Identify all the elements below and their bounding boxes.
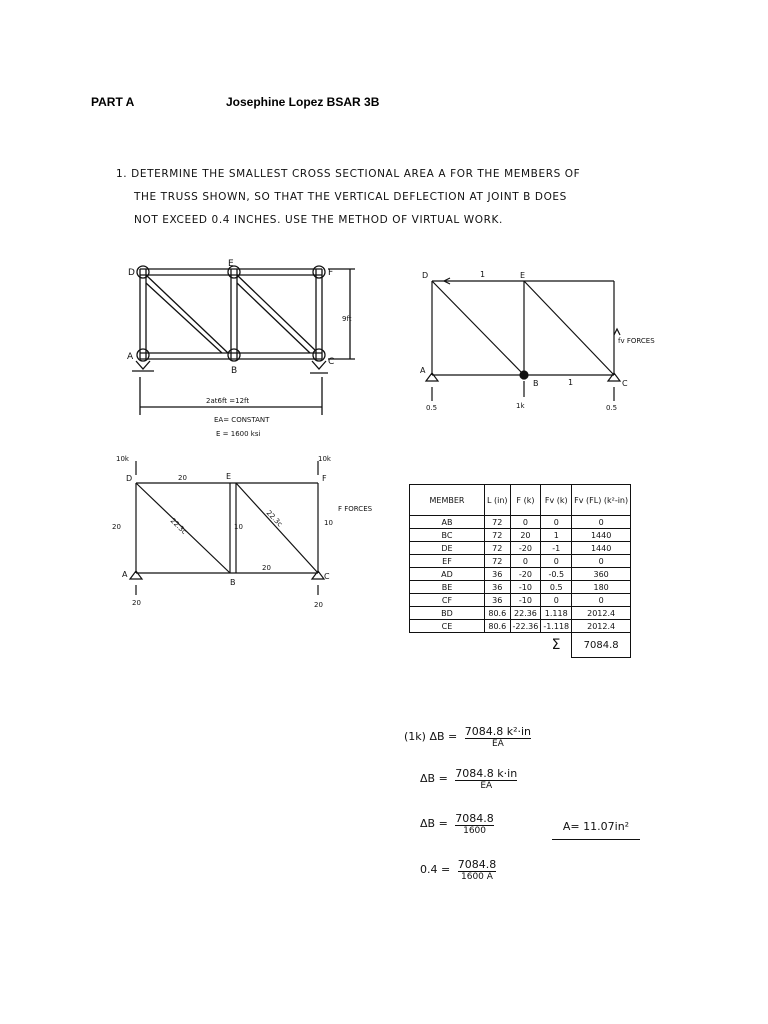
calc-line-1 (404, 725, 531, 749)
table-cell: -0.5 (541, 568, 572, 581)
diagram-title: F FORCES (338, 505, 373, 513)
table-cell: 72 (485, 516, 511, 529)
calc-line-4 (420, 858, 496, 882)
node-label: A (420, 366, 426, 375)
span-dimension: 2at6ft =12ft (206, 397, 250, 405)
sum-symbol: Σ (551, 637, 561, 654)
virtual-force-diagram (418, 265, 678, 425)
table-cell: 0 (572, 516, 631, 529)
calc-line-2 (420, 767, 517, 791)
table-cell: 72 (485, 542, 511, 555)
table-cell: 36 (485, 594, 511, 607)
table-cell: 2012.4 (572, 607, 631, 620)
calc-lhs: (1k) ΔB = (404, 730, 458, 743)
table-cell: -20 (510, 542, 541, 555)
member-force-label: 22.3c (264, 508, 284, 529)
table-cell: 0.5 (541, 581, 572, 594)
node-label: D (422, 271, 429, 280)
calc-numerator: 7084.8 k·in (455, 767, 518, 780)
table-cell: 72 (485, 555, 511, 568)
calc-denominator: 1600 A (461, 872, 493, 882)
table-header: L (in) (485, 485, 511, 516)
member-force-label: 1 (480, 270, 486, 279)
reaction-label: 0.5 (606, 404, 618, 412)
part-label: PART A (91, 95, 135, 109)
calc-denominator: EA (491, 739, 504, 749)
node-label: E (520, 271, 526, 280)
node-label: E (228, 259, 234, 269)
table-cell: 0 (510, 555, 541, 568)
height-dimension: 9ft (342, 315, 352, 323)
member-force-label: 22.3c (168, 516, 189, 536)
table-row (410, 607, 631, 620)
table-cell: 22.36 (510, 607, 541, 620)
calc-lhs: 0.4 = (420, 863, 451, 876)
table-header: F (k) (510, 485, 541, 516)
reaction-label: 0.5 (426, 404, 438, 412)
member-force-label: 20 (112, 523, 121, 531)
table-cell: -1.118 (541, 620, 572, 633)
table-cell: 0 (541, 594, 572, 607)
final-answer: A= 11.07in² (552, 820, 640, 840)
node-label: B (230, 578, 236, 587)
table-cell: BC (410, 529, 485, 542)
table-cell: 0 (510, 516, 541, 529)
modulus-note: E = 1600 ksi (216, 430, 261, 438)
problem-line: NOT EXCEED 0.4 INCHES. USE THE METHOD OF VIRTUAL WORK. (134, 214, 503, 226)
calc-numerator: 7084.8 (457, 858, 497, 871)
table-cell: DE (410, 542, 485, 555)
node-label: D (128, 268, 135, 278)
table-header-row (410, 485, 631, 516)
table-cell: AB (410, 516, 485, 529)
calc-denominator: 1600 (463, 826, 486, 836)
member-force-label: 10 (234, 523, 243, 531)
author-name: Josephine Lopez BSAR 3B (226, 95, 380, 109)
table-cell: -20 (510, 568, 541, 581)
problem-statement (116, 163, 716, 232)
table-cell: BD (410, 607, 485, 620)
table-header: Fv (k) (541, 485, 572, 516)
table-cell: 80.6 (485, 620, 511, 633)
table-row (410, 620, 631, 633)
load-label: 10k (116, 455, 129, 463)
node-label: F (328, 268, 334, 278)
table-cell: -10 (510, 594, 541, 607)
table-cell: 0 (572, 555, 631, 568)
table-row (410, 581, 631, 594)
truss-geometry-diagram (110, 255, 380, 445)
table-cell: 0 (541, 555, 572, 568)
table-cell: -10 (510, 581, 541, 594)
member-force-label: 20 (178, 474, 187, 482)
node-label: A (127, 352, 134, 362)
member-force-table (409, 484, 631, 658)
diagram-title: fv FORCES (618, 337, 655, 345)
table-cell: 180 (572, 581, 631, 594)
table-cell: 360 (572, 568, 631, 581)
table-cell: BE (410, 581, 485, 594)
table-header: MEMBER (410, 485, 485, 516)
table-row (410, 594, 631, 607)
table-row (410, 516, 631, 529)
table-cell: 20 (510, 529, 541, 542)
table-cell: CF (410, 594, 485, 607)
node-label: B (533, 379, 539, 388)
calc-lhs: ΔB = (420, 817, 448, 830)
table-cell: 1.118 (541, 607, 572, 620)
table-cell: AD (410, 568, 485, 581)
node-label: A (122, 570, 128, 579)
table-cell: -1 (541, 542, 572, 555)
table-cell: EF (410, 555, 485, 568)
table-cell: 1440 (572, 542, 631, 555)
table-cell: 2012.4 (572, 620, 631, 633)
sum-value: 7084.8 (572, 633, 631, 658)
table-sum-row (410, 633, 631, 658)
table-header: Fv (FL) (k²-in) (572, 485, 631, 516)
reaction-label: 20 (314, 601, 323, 609)
node-label: C (324, 572, 330, 581)
stiffness-note: EA= CONSTANT (214, 416, 270, 424)
node-label: B (231, 366, 238, 376)
unit-load-label: 1k (516, 402, 525, 410)
load-label: 10k (318, 455, 331, 463)
node-label: D (126, 474, 133, 483)
table-row (410, 568, 631, 581)
calc-numerator: 7084.8 (455, 812, 494, 825)
calc-numerator: 7084.8 k²·in (464, 725, 532, 738)
table-cell: 80.6 (485, 607, 511, 620)
table-cell: 0 (572, 594, 631, 607)
table-cell: 36 (485, 581, 511, 594)
table-cell: 36 (485, 568, 511, 581)
table-cell: 0 (541, 516, 572, 529)
node-label: C (622, 379, 628, 388)
member-force-label: 20 (262, 564, 271, 572)
node-label: C (328, 357, 335, 367)
problem-line: 1. DETERMINE THE SMALLEST CROSS SECTIONAL AREA A FOR THE MEMBERS OF (116, 168, 581, 180)
table-cell: CE (410, 620, 485, 633)
table-row (410, 555, 631, 568)
node-label: F (322, 474, 327, 483)
calc-line-3 (420, 812, 494, 836)
node-label: E (226, 472, 232, 481)
real-force-diagram (112, 453, 392, 613)
table-cell: 1 (541, 529, 572, 542)
member-force-label: 10 (324, 519, 333, 527)
member-force-label: 1 (568, 378, 574, 387)
problem-line: THE TRUSS SHOWN, SO THAT THE VERTICAL DEFLECTION AT JOINT B DOES (134, 191, 567, 203)
table-cell: 1440 (572, 529, 631, 542)
calc-denominator: EA (480, 781, 493, 791)
table-cell: -22.36 (510, 620, 541, 633)
table-row (410, 529, 631, 542)
calc-lhs: ΔB = (420, 772, 448, 785)
table-row (410, 542, 631, 555)
reaction-label: 20 (132, 599, 141, 607)
table-cell: 72 (485, 529, 511, 542)
